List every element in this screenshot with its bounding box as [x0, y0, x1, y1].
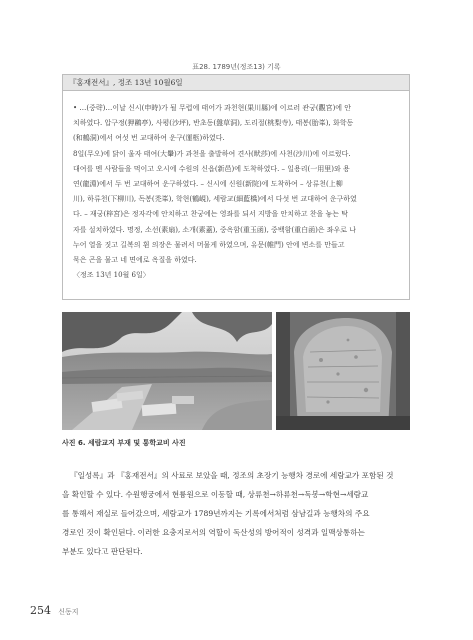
bridge-remains-photo	[62, 312, 272, 430]
running-header: 표28. 1789년(정조13) 기록	[192, 63, 281, 71]
page-footer	[30, 604, 78, 617]
quote-box	[62, 74, 410, 300]
quote-line: 연(龍淵)에서 두 번 교대하여 운구하였다. – 신시에 신원(新院)에 도착하여 – 상류천(上柳	[73, 180, 343, 189]
photo-pair	[62, 312, 410, 430]
quote-line: (和鶴洞)에서 여섯 번 교대하여 운구(運柩)하였다.	[73, 134, 225, 143]
footer-label: 신동지	[58, 608, 79, 616]
figure-caption: 사진 6. 세람교지 부재 및 통학교비 사진	[62, 439, 186, 447]
body-paragraph	[62, 466, 410, 561]
quote-box-title: 『홍재전서』, 정조 13년 10월6일	[63, 75, 409, 91]
quote-line: 자를 설치하였다. 명정, 소선(素扇), 소개(素蓋), 중옥함(重玉函), 중백함(重白函)은 좌우로 나	[73, 225, 357, 234]
body-line: 경로인 것이 확인된다. 이러한 요충지로서의 역할이 독산성의 방어적이 성격과 일맥상통하는	[62, 528, 365, 537]
quote-line: 치하였다. 압구정(狎鷗亭), 사평(沙坪), 반초동(盤草洞), 도리절(桃梨寺), 태봉(胎峯), 화학동	[73, 119, 354, 128]
quote-line: 누어 열을 짓고 길복의 휜 의장은 물려서 머물게 하였으며, 유문(帷門) 안에 변소를 만들고	[73, 240, 345, 249]
quote-source: 〈정조 13년 10월 6일〉	[73, 271, 150, 280]
body-line: 『일성록』과 『홍재전서』의 사료로 보았을 때, 정조의 초장기 능행차 경로에 세람교가 포함된 것	[70, 471, 394, 480]
body-line: 을 확인할 수 있다. 수원행궁에서 현륭원으로 이동할 때, 상류천→하류천→독봉→학현→세람교	[62, 490, 369, 499]
quote-box-body	[63, 91, 409, 283]
quote-line: 다. – 재궁(梓宮)은 정자각에 안치하고 찬궁에는 영좌를 되서 지방을 안치하고 찬을 놓는 탁	[73, 210, 349, 219]
quote-line: 대여를 멘 사람들을 먹이고 오시에 수원의 신읍(新邑)에 도착하였다. – 일용리(一用里)와 용	[73, 164, 350, 173]
page-number: 254	[30, 604, 51, 617]
quote-line: 8일(무오)에 닭이 울자 태여(大轝)가 과천을 출발하여 견사(畎莎)에 사천(沙川)에 이르렀다.	[73, 149, 351, 158]
quote-line: 川), 하류천(下柳川), 독봉(禿峯), 학현(鶴峴), 세람교(細藍橋)에서 다섯 번 교대하여 운구하였	[73, 195, 357, 204]
body-line: 를 통해서 재실로 들어갔으며, 세람교가 1789년까지는 기록에서처럼 삼남길과 능행차의 주요	[62, 509, 370, 518]
monument-stele-photo	[276, 312, 410, 430]
quote-line: • …(중략)…이날 신시(申時)가 될 무렵에 태어가 과천현(果川縣)에 이르러 관궁(觀宮)에 안	[73, 104, 352, 112]
quote-line: 묵은 곤을 물고 네 면에로 옥질을 하였다.	[73, 256, 197, 265]
body-line: 부분도 있다고 판단된다.	[62, 547, 143, 556]
